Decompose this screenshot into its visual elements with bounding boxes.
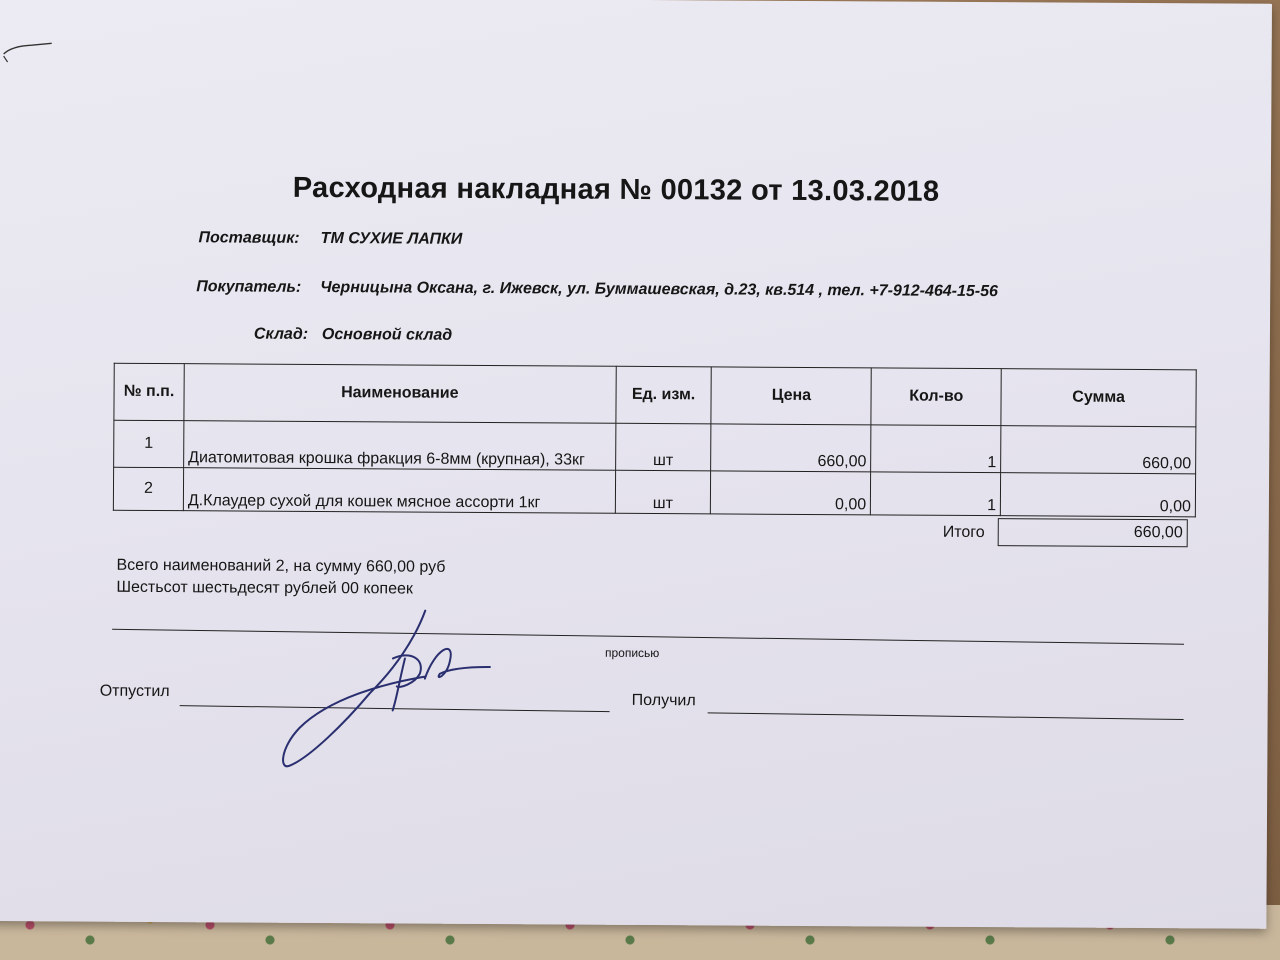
cell-name: Д.Клаудер сухой для кошек мясное ассорти 1кг	[183, 468, 615, 514]
total-value: 660,00	[998, 518, 1188, 547]
supplier-value: ТМ СУХИЕ ЛАПКИ	[320, 229, 463, 248]
table-row	[114, 420, 1196, 474]
buyer-label: Покупатель:	[196, 278, 302, 296]
cell-unit: шт	[615, 470, 711, 514]
amount-in-words-line	[112, 629, 1184, 645]
header-number: № п.п.	[114, 363, 184, 420]
cell-unit: шт	[615, 423, 711, 471]
cell-sum: 660,00	[1001, 426, 1196, 474]
received-by-line	[708, 712, 1184, 720]
cell-quantity: 1	[871, 472, 1001, 516]
pen-mark	[2, 36, 62, 66]
received-by-label: Получил	[631, 691, 696, 710]
table-row	[113, 467, 1195, 517]
summary-amount-words: Шестьсот шестьдесят рублей 00 копеек	[116, 578, 413, 598]
cell-price: 660,00	[711, 424, 871, 472]
released-by-label: Отпустил	[99, 682, 170, 701]
total-label: Итого	[942, 523, 985, 542]
in-words-caption: прописью	[604, 645, 660, 661]
summary-count-line: Всего наименований 2, на сумму 660,00 руб	[116, 556, 446, 576]
goods-table	[113, 363, 1197, 518]
handwritten-signature	[274, 598, 505, 774]
supplier-label: Поставщик:	[198, 229, 300, 247]
cell-number: 2	[113, 467, 183, 510]
cell-number: 1	[114, 420, 184, 467]
header-name: Наименование	[184, 364, 616, 424]
cell-sum: 0,00	[1001, 473, 1196, 517]
header-sum: Сумма	[1001, 369, 1196, 427]
header-quantity: Кол-во	[871, 368, 1001, 426]
buyer-value: Черницына Оксана, г. Ижевск, ул. Буммашевская, д.23, кв.514 , тел. +7-912-464-15-56	[320, 278, 998, 301]
table-header-row	[114, 363, 1196, 427]
cell-name: Диатомитовая крошка фракция 6-8мм (крупная), 33кг	[184, 421, 616, 471]
cell-price: 0,00	[711, 471, 871, 515]
document-title: Расходная накладная № 00132 от 13.03.2018	[292, 171, 940, 208]
warehouse-value: Основной склад	[321, 326, 453, 344]
cell-quantity: 1	[871, 425, 1001, 473]
header-unit: Ед. изм.	[615, 366, 711, 424]
header-price: Цена	[711, 367, 871, 425]
warehouse-label: Склад:	[253, 325, 309, 343]
